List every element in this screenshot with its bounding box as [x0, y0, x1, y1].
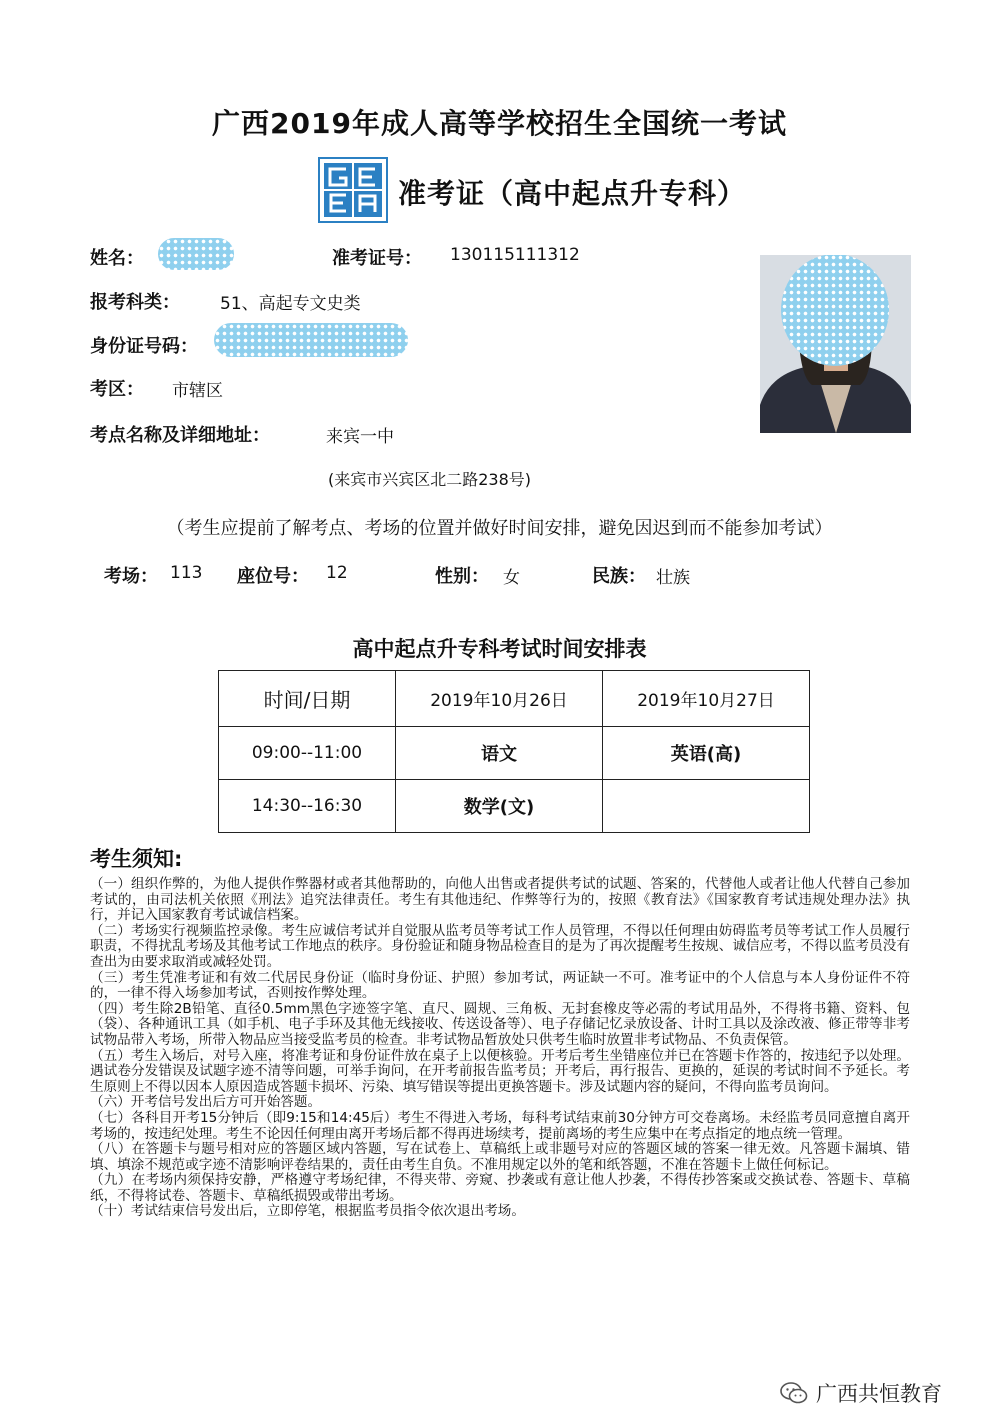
account-watermark — [780, 1378, 942, 1408]
notice-title: 考生须知: — [90, 847, 183, 871]
name-redacted — [158, 238, 234, 270]
ceea-logo-icon — [318, 157, 388, 223]
exam-number-value: 130115111312 — [450, 245, 580, 265]
table-row — [219, 671, 810, 727]
schedule-title: 高中起点升专科考试时间安排表 — [352, 637, 647, 661]
notice-rules — [90, 877, 910, 1220]
site-name-value: 来宾一中 — [326, 427, 394, 447]
face-redacted — [781, 255, 889, 366]
subject-label: 报考科类： — [90, 292, 180, 313]
exam-number-label: 准考证号： — [332, 248, 422, 269]
schedule-table — [218, 670, 810, 833]
site-label: 考点名称及详细地址： — [90, 425, 270, 446]
district-value: 市辖区 — [172, 381, 223, 401]
table-header-cell: 2019年10月27日 — [603, 671, 810, 727]
table-cell: 14:30--16:30 — [219, 780, 396, 833]
notice-item: （九）在考场内须保持安静，严格遵守考场纪律，不得夹带、旁窥、抄袭或有意让他人抄袭，不得传抄答案或交换试卷、答题卡、草稿纸，不得将试卷、答题卡、草稿纸损毁或带出考场。 — [90, 1172, 910, 1204]
table-cell: 语文 — [396, 727, 603, 780]
table-cell: 09:00--11:00 — [219, 727, 396, 780]
id-number-label: 身份证号码： — [90, 336, 198, 357]
table-row — [219, 780, 810, 833]
ethnicity-value: 壮族 — [656, 568, 690, 588]
ethnicity-label: 民族： — [592, 566, 646, 587]
candidate-photo — [760, 255, 911, 433]
gender-label: 性别： — [435, 566, 489, 587]
table-cell — [603, 780, 810, 833]
id-number-redacted — [214, 323, 408, 357]
table-header-cell: 2019年10月26日 — [396, 671, 603, 727]
subject-value: 51、高起专文史类 — [220, 294, 361, 314]
watermark-text: 广西共恒教育 — [816, 1382, 942, 1406]
room-value: 113 — [170, 563, 203, 583]
gender-value: 女 — [503, 568, 520, 588]
table-row — [219, 727, 810, 780]
notice-item: （二）考场实行视频监控录像。考生应诚信考试并自觉服从监考员等考试工作人员管理，不得以任何理由妨碍监考员等考试工作人员履行职责，不得扰乱考场及其他考试工作地点的秩序。身份验证和随身物品检查目的是为了再次提醒考生按规、诚信应考，不得以监考员没有查出为由要求取消或减轻处罚。 — [90, 922, 910, 970]
table-header-cell: 时间/日期 — [219, 671, 396, 727]
notice-item: （十）考试结束信号发出后，立即停笔，根据监考员指令依次退出考场。 — [90, 1203, 525, 1220]
district-label: 考区： — [90, 379, 144, 400]
wechat-icon — [780, 1382, 808, 1404]
admission-ticket-title: 准考证（高中起点升专科） — [398, 177, 747, 210]
notice-item: （四）考生除2B铅笔、直径0.5mm黑色字迹签字笔、直尺、圆规、三角板、无封套橡皮等必需的考试用品外，不得将书籍、资料、包（袋）、各种通讯工具（如手机、电子手环及其他无线接收、传送设备等）、电子存储记忆录放设备、计时工具以及涂改液、修正带等非考试物品带入考场，所带入物品应当接受监考员的检查。非考试物品暂放处只供考生临时放置非考试物品、不负责保管。 — [90, 1000, 910, 1048]
seat-value: 12 — [326, 563, 348, 583]
table-cell: 数学(文) — [396, 780, 603, 833]
notice-item: （八）在答题卡与题号相对应的答题区域内答题，写在试卷上、草稿纸上或非题号对应的答题区域的答案一律无效。凡答题卡漏填、错填、填涂不规范或字迹不清影响评卷结果的，责任由考生自负。不准用规定以外的笔和纸答题，不准在答题卡上做任何标记。 — [90, 1141, 910, 1173]
site-address-value: (来宾市兴宾区北二路238号) — [328, 470, 532, 489]
page-title: 广西2019年成人高等学校招生全国统一考试 — [212, 107, 787, 140]
notice-item: （六）开考信号发出后方可开始答题。 — [90, 1094, 322, 1111]
room-label: 考场： — [104, 566, 158, 587]
notice-item: （三）考生凭准考证和有效二代居民身份证（临时身份证、护照）参加考试，两证缺一不可。准考证中的个人信息与本人身份证件不符的，一律不得入场参加考试，否则按作弊处理。 — [90, 969, 910, 1002]
notice-item: （五）考生入场后，对号入座，将准考证和身份证件放在桌子上以便核验。开考后考生坐错座位并已在答题卡作答的，按违纪予以处理。遇试卷分发错误及试题字迹不清等问题，可举手询问，在开考前报告监考员；开考后，再行报告、更换的，延误的考试时间不予延长。考生原则上不得以因本人原因造成答题卡损坏、污染、填写错误等提出更换答题卡。涉及试题内容的疑问，不得向监考员询问。 — [90, 1047, 910, 1095]
arrival-advice: （考生应提前了解考点、考场的位置并做好时间安排，避免因迟到而不能参加考试） — [166, 518, 833, 539]
notice-item: （一）组织作弊的，为他人提供作弊器材或者其他帮助的，向他人出售或者提供考试的试题、答案的，代替他人或者让他人代替自己参加考试的，由司法机关依照《刑法》追究法律责任。考生有其他违纪、作弊等行为的，按照《教育法》《国家教育考试违规处理办法》执行，并记入国家教育考试诚信档案。 — [90, 876, 910, 924]
notice-item: （七）各科目开考15分钟后（即9:15和14:45后）考生不得进入考场，每科考试结束前30分钟方可交卷离场。未经监考员同意擅自离开考场的，按违纪处理。考生不论因任何理由离开考场后都不得再进场续考，提前离场的考生应集中在考点指定的地点统一管理。 — [90, 1109, 910, 1142]
name-label: 姓名： — [90, 248, 144, 269]
seat-label: 座位号： — [237, 566, 309, 587]
table-cell: 英语(高) — [603, 727, 810, 780]
